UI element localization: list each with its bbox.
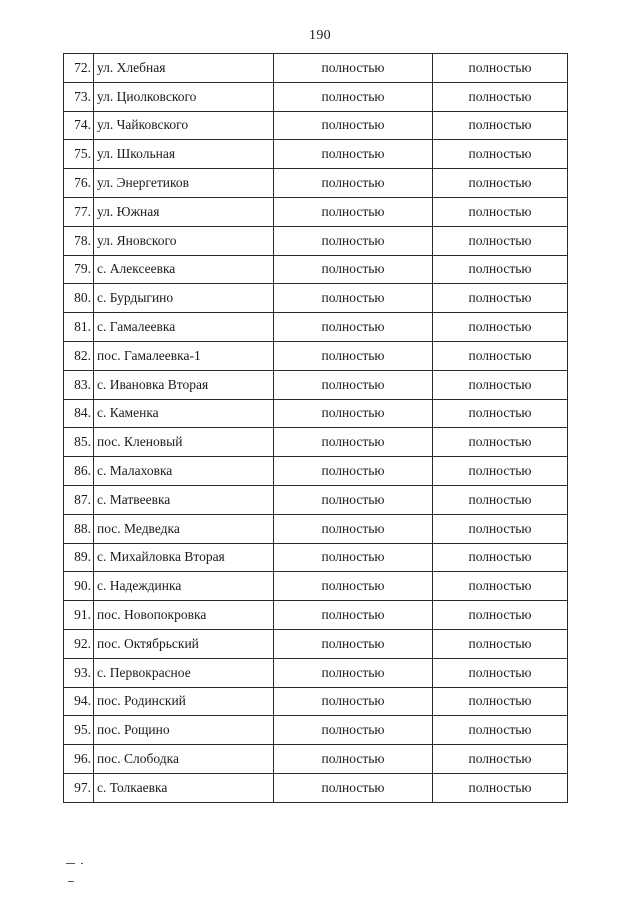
table-row <box>64 140 568 169</box>
row-number: 74. <box>64 111 94 140</box>
row-number: 81. <box>64 313 94 342</box>
status-cell-1: полностью <box>274 745 433 774</box>
row-number: 95. <box>64 716 94 745</box>
status-cell-1: полностью <box>274 341 433 370</box>
row-number: 92. <box>64 629 94 658</box>
status-cell-2: полностью <box>433 111 568 140</box>
status-cell-1: полностью <box>274 716 433 745</box>
settlement-name: с. Малаховка <box>94 457 274 486</box>
row-number: 89. <box>64 543 94 572</box>
status-cell-1: полностью <box>274 399 433 428</box>
settlement-name: пос. Рощино <box>94 716 274 745</box>
table-row <box>64 572 568 601</box>
status-cell-2: полностью <box>433 313 568 342</box>
status-cell-2: полностью <box>433 140 568 169</box>
status-cell-2: полностью <box>433 716 568 745</box>
status-cell-1: полностью <box>274 82 433 111</box>
table-row <box>64 629 568 658</box>
row-number: 82. <box>64 341 94 370</box>
status-cell-2: полностью <box>433 370 568 399</box>
row-number: 73. <box>64 82 94 111</box>
status-cell-1: полностью <box>274 601 433 630</box>
table-row <box>64 399 568 428</box>
table-row <box>64 773 568 802</box>
row-number: 90. <box>64 572 94 601</box>
row-number: 93. <box>64 658 94 687</box>
settlement-name: ул. Хлебная <box>94 54 274 83</box>
table-row <box>64 370 568 399</box>
table-row <box>64 716 568 745</box>
table-row <box>64 485 568 514</box>
footer-scan-mark <box>66 863 88 866</box>
settlement-name: ул. Яновского <box>94 226 274 255</box>
status-cell-1: полностью <box>274 687 433 716</box>
row-number: 91. <box>64 601 94 630</box>
status-cell-2: полностью <box>433 284 568 313</box>
settlement-name: пос. Гамалеевка-1 <box>94 341 274 370</box>
table-row <box>64 601 568 630</box>
status-cell-2: полностью <box>433 197 568 226</box>
status-cell-2: полностью <box>433 658 568 687</box>
row-number: 88. <box>64 514 94 543</box>
settlement-name: пос. Новопокровка <box>94 601 274 630</box>
status-cell-1: полностью <box>274 629 433 658</box>
status-cell-1: полностью <box>274 543 433 572</box>
status-cell-2: полностью <box>433 82 568 111</box>
status-cell-2: полностью <box>433 428 568 457</box>
row-number: 75. <box>64 140 94 169</box>
table-row <box>64 543 568 572</box>
status-cell-2: полностью <box>433 601 568 630</box>
settlement-name: с. Михайловка Вторая <box>94 543 274 572</box>
settlement-name: с. Гамалеевка <box>94 313 274 342</box>
row-number: 72. <box>64 54 94 83</box>
settlement-name: пос. Родинский <box>94 687 274 716</box>
settlement-name: с. Ивановка Вторая <box>94 370 274 399</box>
row-number: 97. <box>64 773 94 802</box>
status-cell-2: полностью <box>433 687 568 716</box>
row-number: 96. <box>64 745 94 774</box>
status-cell-1: полностью <box>274 284 433 313</box>
row-number: 87. <box>64 485 94 514</box>
status-cell-2: полностью <box>433 399 568 428</box>
table-row <box>64 313 568 342</box>
status-cell-1: полностью <box>274 54 433 83</box>
status-cell-1: полностью <box>274 111 433 140</box>
status-cell-2: полностью <box>433 485 568 514</box>
status-cell-1: полностью <box>274 514 433 543</box>
status-cell-1: полностью <box>274 226 433 255</box>
status-cell-2: полностью <box>433 457 568 486</box>
status-cell-2: полностью <box>433 773 568 802</box>
status-cell-2: полностью <box>433 543 568 572</box>
status-cell-2: полностью <box>433 341 568 370</box>
settlement-name: пос. Кленовый <box>94 428 274 457</box>
settlement-name: пос. Октябрьский <box>94 629 274 658</box>
settlement-name: с. Алексеевка <box>94 255 274 284</box>
status-cell-1: полностью <box>274 255 433 284</box>
status-cell-2: полностью <box>433 572 568 601</box>
row-number: 86. <box>64 457 94 486</box>
page-number: 190 <box>309 28 331 43</box>
settlement-name: ул. Школьная <box>94 140 274 169</box>
table-row <box>64 169 568 198</box>
settlement-name: ул. Южная <box>94 197 274 226</box>
status-cell-2: полностью <box>433 226 568 255</box>
status-cell-1: полностью <box>274 370 433 399</box>
status-cell-1: полностью <box>274 485 433 514</box>
row-number: 76. <box>64 169 94 198</box>
settlement-name: с. Первокрасное <box>94 658 274 687</box>
settlement-name: с. Толкаевка <box>94 773 274 802</box>
status-cell-1: полностью <box>274 313 433 342</box>
status-cell-2: полностью <box>433 629 568 658</box>
status-cell-2: полностью <box>433 514 568 543</box>
table-row <box>64 226 568 255</box>
table-row <box>64 54 568 83</box>
status-cell-2: полностью <box>433 745 568 774</box>
row-number: 77. <box>64 197 94 226</box>
row-number: 80. <box>64 284 94 313</box>
settlement-name: с. Бурдыгино <box>94 284 274 313</box>
table-row <box>64 341 568 370</box>
status-cell-1: полностью <box>274 658 433 687</box>
settlement-name: пос. Медведка <box>94 514 274 543</box>
table-row <box>64 284 568 313</box>
status-cell-1: полностью <box>274 428 433 457</box>
status-cell-1: полностью <box>274 457 433 486</box>
status-cell-1: полностью <box>274 572 433 601</box>
table-row <box>64 658 568 687</box>
table-row <box>64 255 568 284</box>
status-cell-2: полностью <box>433 255 568 284</box>
settlement-name: ул. Чайковского <box>94 111 274 140</box>
table-row <box>64 197 568 226</box>
table-body <box>64 54 568 803</box>
table-row <box>64 745 568 774</box>
row-number: 85. <box>64 428 94 457</box>
status-cell-1: полностью <box>274 197 433 226</box>
row-number: 83. <box>64 370 94 399</box>
status-cell-2: полностью <box>433 54 568 83</box>
table-row <box>64 687 568 716</box>
table-row <box>64 111 568 140</box>
settlement-name: ул. Энергетиков <box>94 169 274 198</box>
row-number: 94. <box>64 687 94 716</box>
settlement-name: пос. Слободка <box>94 745 274 774</box>
settlement-name: с. Матвеевка <box>94 485 274 514</box>
table-row <box>64 514 568 543</box>
table-row <box>64 82 568 111</box>
row-number: 78. <box>64 226 94 255</box>
settlements-table <box>63 53 568 803</box>
table-row <box>64 457 568 486</box>
settlement-name: ул. Циолковского <box>94 82 274 111</box>
row-number: 84. <box>64 399 94 428</box>
status-cell-1: полностью <box>274 773 433 802</box>
settlement-name: с. Каменка <box>94 399 274 428</box>
status-cell-1: полностью <box>274 169 433 198</box>
settlement-name: с. Надеждинка <box>94 572 274 601</box>
table-row <box>64 428 568 457</box>
row-number: 79. <box>64 255 94 284</box>
status-cell-2: полностью <box>433 169 568 198</box>
status-cell-1: полностью <box>274 140 433 169</box>
